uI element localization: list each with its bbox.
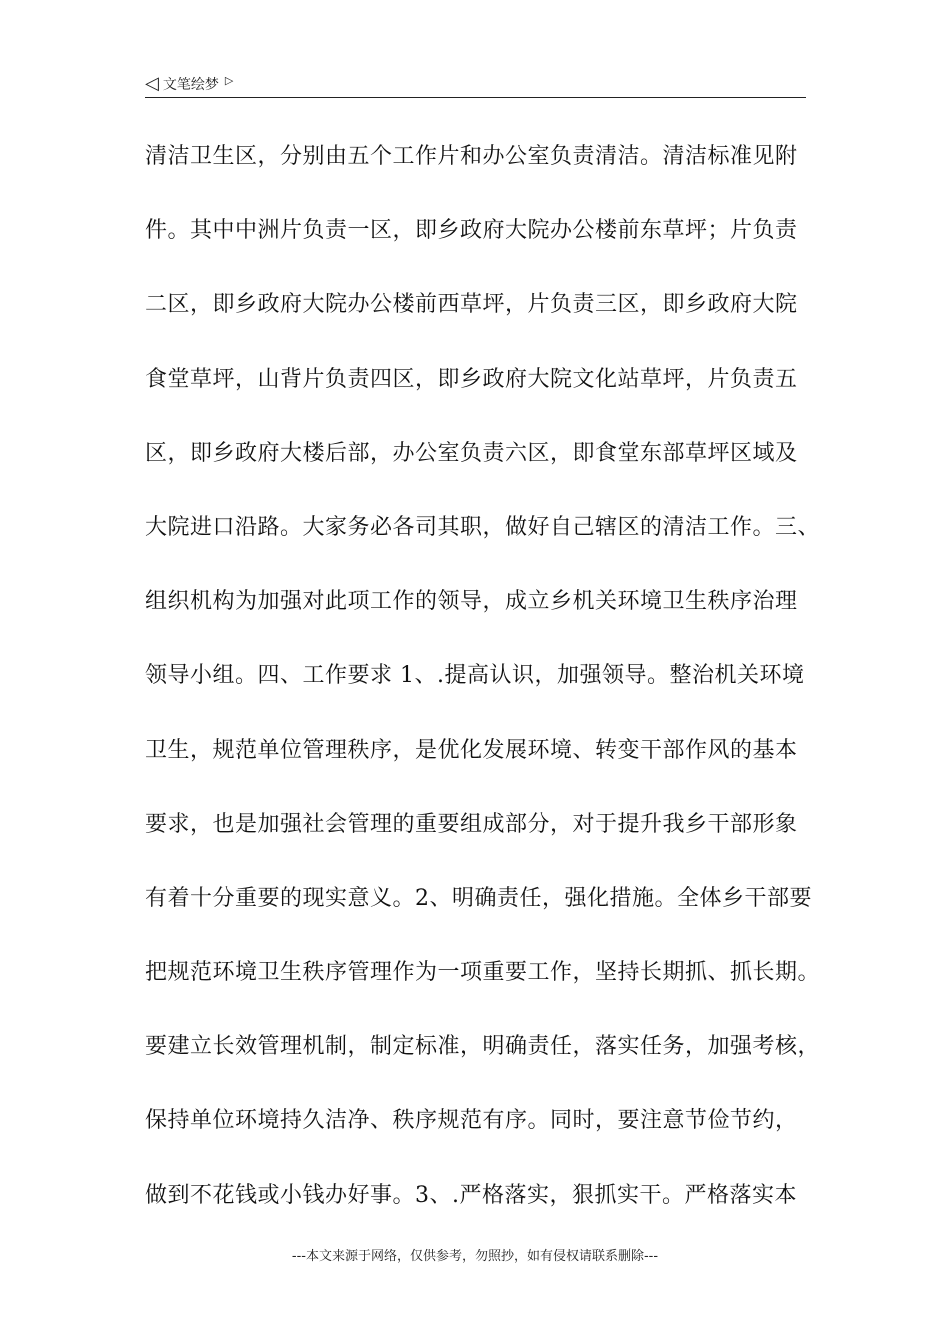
page-header xyxy=(145,72,233,96)
triangle-left-icon: ◁ xyxy=(145,73,159,94)
body-line: 组织机构为加强对此项工作的领导，成立乡机关环境卫生秩序治理 xyxy=(145,589,798,615)
body-line: 保持单位环境持久洁净、秩序规范有序。同时，要注意节俭节约， xyxy=(145,1108,798,1134)
triangle-right-icon: ▷ xyxy=(224,73,234,87)
body-line: 食堂草坪，山背片负责四区，即乡政府大院文化站草坪，片负责五 xyxy=(145,366,798,392)
document-body xyxy=(145,120,821,1233)
body-line: 件。其中中洲片负责一区，即乡政府大院办公楼前东草坪；片负责 xyxy=(145,218,798,244)
body-line: 大院进口沿路。大家务必各司其职，做好自己辖区的清洁工作。三、 xyxy=(145,514,821,540)
body-line: 二区，即乡政府大院办公楼前西草坪，片负责三区，即乡政府大院 xyxy=(145,292,798,318)
body-line: 要建立长效管理机制，制定标准，明确责任，落实任务，加强考核， xyxy=(145,1034,821,1060)
body-line: 把规范环境卫生秩序管理作为一项重要工作，坚持长期抓、抓长期。 xyxy=(145,960,821,986)
body-line: 领导小组。四、工作要求 1、.提高认识，加强领导。整治机关环境 xyxy=(145,663,805,689)
body-line: 有着十分重要的现实意义。2、明确责任，强化措施。全体乡干部要 xyxy=(145,885,812,911)
body-line: 清洁卫生区，分别由五个工作片和办公室负责清洁。清洁标准见附 xyxy=(145,144,798,169)
footer-disclaimer: ---本文来源于网络，仅供参考，勿照抄，如有侵权请联系删除--- xyxy=(291,1249,659,1264)
body-line: 区，即乡政府大楼后部，办公室负责六区，即食堂东部草坪区域及 xyxy=(145,440,798,466)
body-line: 要求，也是加强社会管理的重要组成部分，对于提升我乡干部形象 xyxy=(145,811,798,837)
body-line: 卫生，规范单位管理秩序，是优化发展环境、转变干部作风的基本 xyxy=(145,737,798,763)
body-line: 做到不花钱或小钱办好事。3、.严格落实，狠抓实干。严格落实本 xyxy=(145,1182,797,1208)
header-divider xyxy=(145,97,806,98)
header-brand: 文笔绘梦 xyxy=(162,77,219,93)
